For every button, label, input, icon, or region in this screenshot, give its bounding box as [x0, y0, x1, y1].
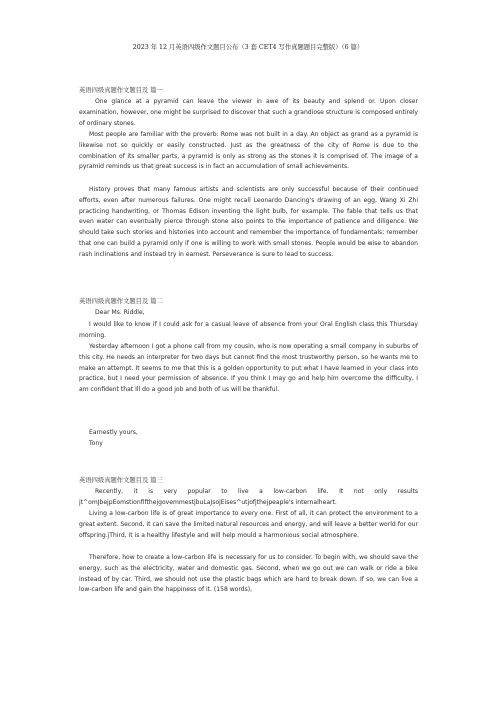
paragraph: Recently, it is very popular to live a low-carbon life. It not only results jt^omJbejpEomstionfifthejgovemmestjbuLaJsojEises^utjofjthejpeaple's internalheart.	[79, 488, 418, 506]
paragraph: Living a low-carbon life is of great importance to every one. First of all, it can protect the environment to a great extent. Second, it can save the limited natural resources and energy, and will leave a better world for our offspring.jThird, it is a healthy lifestyle and will help mould a harmonious social atmosphere.	[79, 510, 418, 539]
letter-closing: Earnestly yours,	[89, 429, 138, 436]
document-title: 2023 年 12 月英语四级作文题目公布（3 套 CET4 写作真题题目完整版）（6 篇）	[132, 44, 364, 51]
letter-salutation: Dear Ms. Riddle,	[95, 309, 145, 316]
section-heading-3: 英语四级真题作文题目及 篇三	[79, 477, 163, 484]
paragraph: Most people are familiar with the proverb: Rome was not built in a day. An object as grand as a pyramid is likewise not so quickly or easily constructed. Just as the greatness of the city of Rome is due to the combination of its smaller parts, a pyramid is only as strong as the stones it is comprised of. The image of a pyramid reminds us that great success is in fact an accumulation of small achievements.	[79, 131, 418, 171]
section-heading-2: 英语四级真题作文题目及 篇二	[79, 298, 163, 305]
letter-signature: Tony	[89, 440, 103, 447]
paragraph: History proves that many famous artists and scientists are only successful because of their continued efforts, even after numerous failures. One might recall Leonardo Dancing's drawing of an egg, Wang Xi Zhi practicing handwriting, or Thomas Edison inventing the light bulb, for example. The fable that tells us that even water can eventually pierce through stone also points to the importance of patience and diligence. We should take such stories and histories into account and remember the importance of fundamentals; remember that one can build a pyramid only if one is willing to work with small stones. People would be wise to abandon rash inclinations and instead try in earnest. Perseverance is sure to lead to success.	[79, 186, 418, 258]
paragraph: One glance at a pyramid can leave the viewer in awe of its beauty and splend or. Upon closer examination, however, one might be surprised to discover that such a grandiose structure is composed entirely of ordinary stones.	[79, 98, 418, 127]
section-heading-1: 英语四级真题作文题目及 篇一	[79, 87, 163, 94]
paragraph: I would like to know if I could ask for a casual leave of absence from your Oral English class this Thursday morning.	[79, 321, 418, 339]
paragraph: Yesterday afternoon I got a phone call from my cousin, who is now operating a small company in suburbs of this city. He needs an interpreter for two days but cannot find the most trustworthy person, so he wants me to make an attempt. It seems to me that this is a golden opportunity to put what I have learned in your class into practice, but I need your permission of absence. If you think I may go and help him overcome the difficulty, I am confident that Ill do a good job and both of us will be thankful.	[79, 343, 418, 394]
paragraph: Therefore, how to create a low-carbon life is necessary for us to consider. To begin with, we should save the energy, such as the electricity, water and domestic gas. Second, when we go out we can walk or ride a bike instead of by car. Third, we should not use the plastic bags which are hard to break down. If so, we can live a low-carbon life and gain the happiness of it. (158 words)。	[79, 554, 418, 594]
